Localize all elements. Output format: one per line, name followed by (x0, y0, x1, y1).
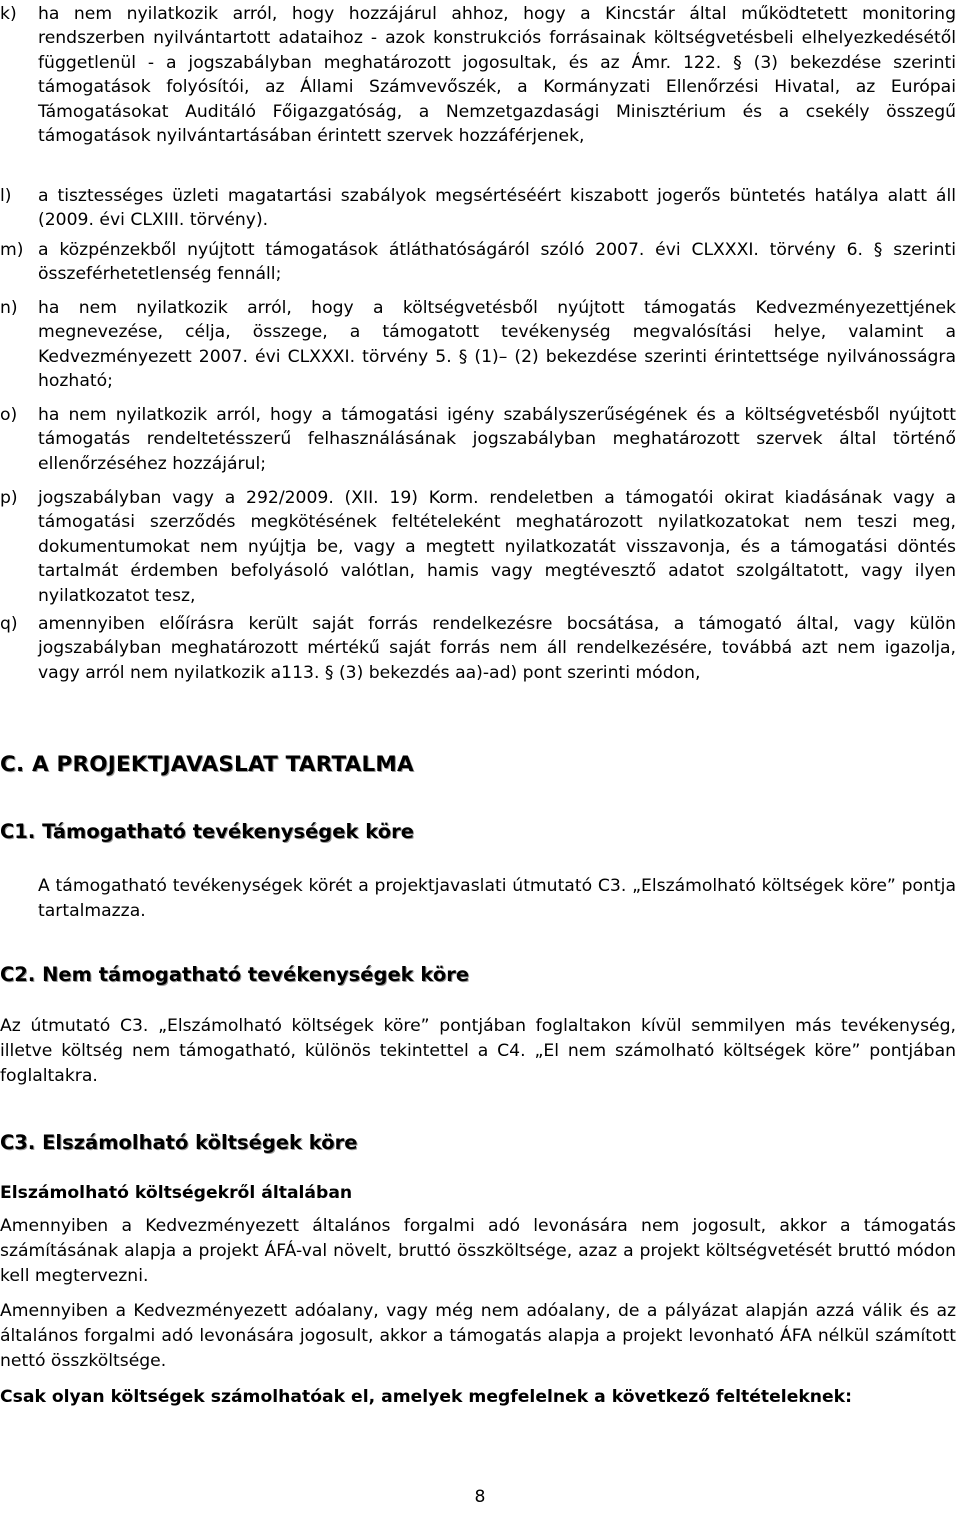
section-heading-c3: C3. Elszámolható költségek köre (0, 1131, 358, 1154)
list-text: jogszabályban vagy a 292/2009. (XII. 19) Korm. rendeletben a támogatói okirat kiadásának vagy a támogatási szerződés megkötésének feltételeként meghatározott nyilatkozatokat nem teszi meg, dokumentumokat nem nyújtja be, vagy a megtett nyilatkozatát visszavonja, és a támogatási döntés tartalmát érdemben befolyásoló valótlan, hamis vagy megtévesztő adatot szolgáltatott, vagy ilyen nyilatkozatot tesz, (38, 488, 956, 606)
list-label: o) (0, 405, 18, 425)
c1-paragraph: A támogatható tevékenységek körét a projektjavaslati útmutató C3. „Elszámolható költségek köre” pontja tartalmazza. (38, 876, 956, 921)
list-label: n) (0, 298, 18, 318)
list-label: k) (0, 4, 17, 24)
list-text: a tisztességes üzleti magatartási szabályok megsértéséért kiszabott jogerős büntetés hatálya alatt áll (2009. évi CLXIII. törvény). (38, 186, 956, 231)
c3-paragraph-3: Csak olyan költségek számolhatóak el, amelyek megfelelnek a következő feltételeknek: (0, 1387, 852, 1407)
list-label: m) (0, 240, 24, 260)
list-item-p (0, 486, 956, 608)
c3-paragraph-2: Amennyiben a Kedvezményezett adóalany, vagy még nem adóalany, de a pályázat alapján azzá válik és az általános forgalmi adó levonására jogosult, akkor a támogatás alapja a projekt levonható ÁFA nélkül számított nettó összköltsége. (0, 1301, 956, 1371)
list-item-m (0, 238, 956, 287)
section-heading-c2: C2. Nem támogatható tevékenységek köre (0, 963, 470, 986)
section-heading-c1: C1. Támogatható tevékenységek köre (0, 820, 414, 843)
list-text: ha nem nyilatkozik arról, hogy hozzájárul ahhoz, hogy a Kincstár által működtetett monitoring rendszerben nyilvántartott adataihoz - azok konstrukciós forrásainak költségvetésbeli elhelyezkedésétől függetlenül - a jogszabályban meghatározott jogosultak, és az Ámr. 122. § (3) bekezdése szerinti támogatások folyósítói, az Állami Számvevőszék, a Kormányzati Ellenőrzési Hivatal, az Európai Támogatásokat Auditáló Főigazgatóság, a Nemzetgazdasági Minisztérium és a csekély összegű támogatások nyilvántartásában érintett szervek hozzáférjenek, (38, 4, 956, 147)
list-label: l) (0, 186, 12, 206)
list-text: ha nem nyilatkozik arról, hogy a költségvetésből nyújtott támogatás Kedvezményezettjének megnevezése, célja, összege, a támogatott tevékenység megvalósítási helye, valamint a Kedvezményezett 2007. évi CLXXXI. törvény 5. § (1)– (2) bekezdése szerinti érintettsége nyilvánosságra hozható; (38, 298, 956, 392)
list-item-k (0, 2, 956, 148)
list-item-n (0, 296, 956, 394)
c2-paragraph: Az útmutató C3. „Elszámolható költségek köre” pontjában foglaltakon kívül semmilyen más tevékenység, illetve költség nem támogatható, különös tekintettel a C4. „El nem számolható költségek köre” pontjában foglaltakra. (0, 1016, 956, 1086)
page-number: 8 (474, 1487, 486, 1507)
c3-paragraph-1: Amennyiben a Kedvezményezett általános forgalmi adó levonására nem jogosult, akkor a támogatás számításának alapja a projekt ÁFÁ-val növelt, bruttó összköltsége, azaz a projekt költségvetését bruttó módon kell megtervezni. (0, 1216, 956, 1286)
list-text: a közpénzekből nyújtott támogatások átláthatóságáról szóló 2007. évi CLXXXI. törvény 6. § szerinti összeférhetetlenség fennáll; (38, 240, 956, 285)
list-item-q (0, 612, 956, 685)
c3-subheading: Elszámolható költségekről általában (0, 1183, 353, 1203)
section-heading-c: C. A PROJEKTJAVASLAT TARTALMA (0, 752, 414, 777)
list-item-l (0, 184, 956, 233)
list-text: ha nem nyilatkozik arról, hogy a támogatási igény szabályszerűségének és a költségvetésből nyújtott támogatás rendeltetésszerű felhasználásának jogszabályban meghatározott szervek által történő ellenőrzéséhez hozzájárul; (38, 405, 956, 474)
list-text: amennyiben előírásra került saját forrás rendelkezésre bocsátása, a támogató által, vagy külön jogszabályban meghatározott mértékű saját forrás nem áll rendelkezésére, továbbá azt nem igazolja, vagy arról nem nyilatkozik a113. § (3) bekezdés aa)-ad) pont szerinti módon, (38, 614, 956, 683)
list-label: p) (0, 488, 18, 508)
list-label: q) (0, 614, 18, 634)
list-item-o (0, 403, 956, 476)
